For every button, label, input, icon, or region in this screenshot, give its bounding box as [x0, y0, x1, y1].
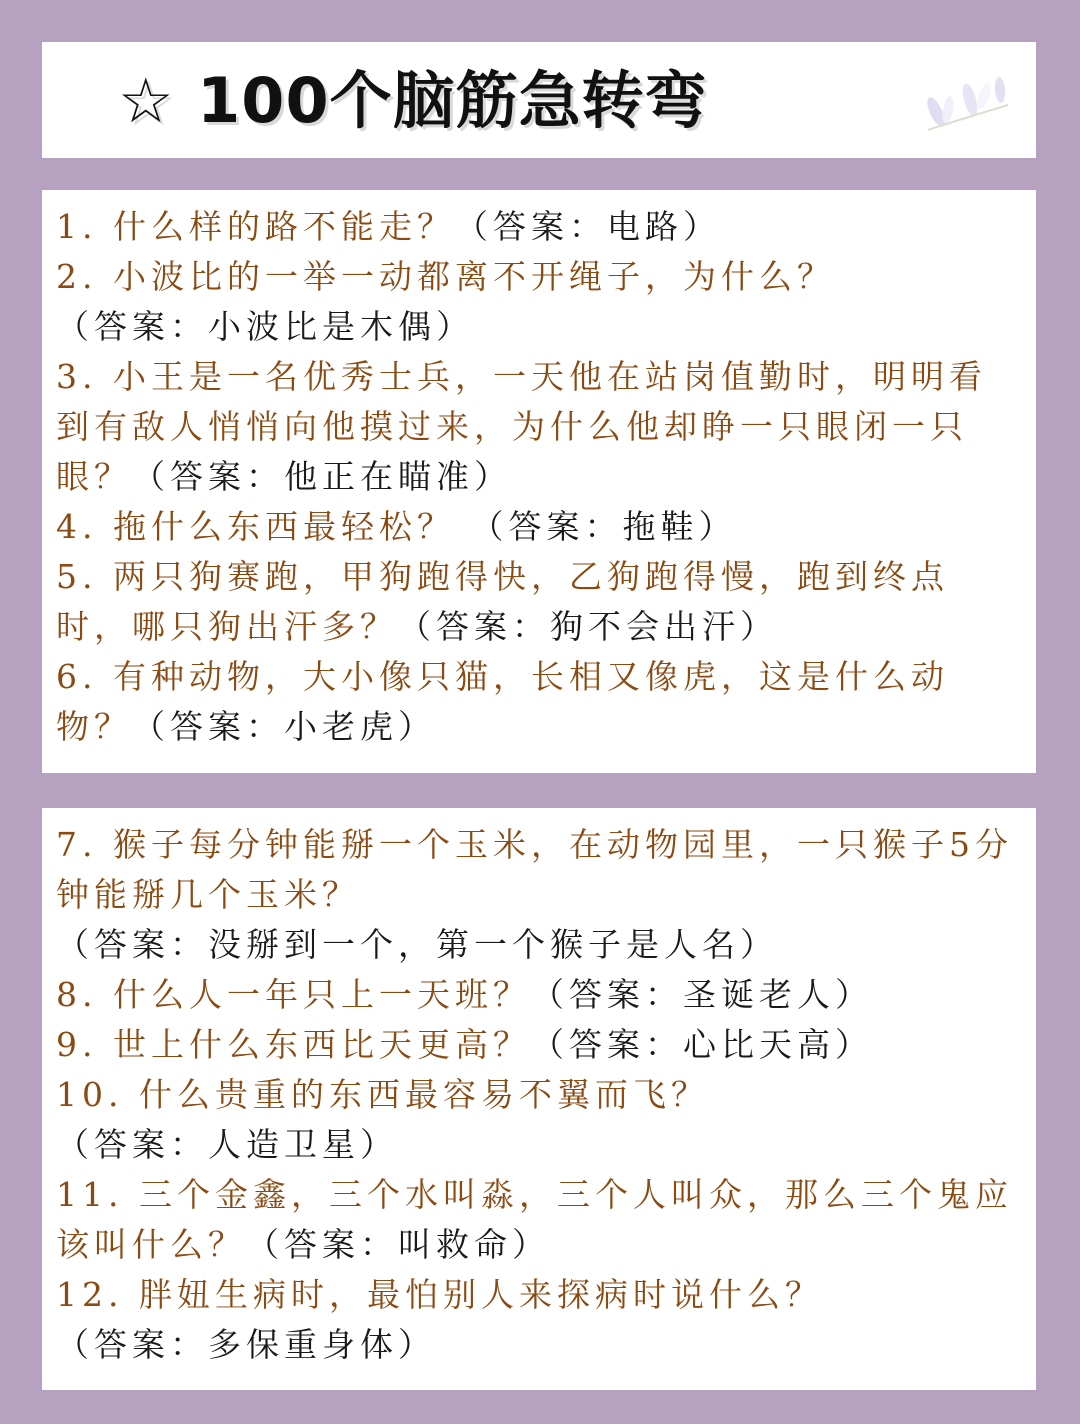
- answer-text: （答案：狗不会出汗）: [398, 607, 778, 646]
- qa-item: [56, 970, 1024, 1020]
- answer-text: （答案：小老虎）: [132, 707, 436, 746]
- flower-icon: [908, 50, 1018, 140]
- question-text: 3. 小王是一名优秀士兵，一天他在站岗值勤时，明明看到有敌人悄悄向他摸过来，为什么他却睁一只眼闭一只眼？: [56, 357, 987, 496]
- qa-item: [56, 352, 1024, 502]
- qa-item: [56, 1070, 1024, 1170]
- title-card: [42, 42, 1036, 158]
- qa-item: [56, 1020, 1024, 1070]
- question-list-1: [56, 202, 1024, 752]
- question-text: 10. 什么贵重的东西最容易不翼而飞？: [56, 1075, 709, 1114]
- question-text: 6. 有种动物，大小像只猫，长相又像虎，这是什么动物？: [56, 657, 949, 746]
- qa-item: [56, 252, 1024, 352]
- answer-text: （答案：圣诞老人）: [530, 975, 873, 1014]
- qa-item: [56, 1270, 1024, 1370]
- questions-card-2: [42, 808, 1036, 1390]
- answer-text: （答案：叫救命）: [246, 1225, 550, 1264]
- question-text: 12. 胖妞生病时，最怕别人来探病时说什么？: [56, 1275, 823, 1314]
- question-text: 1. 什么样的路不能走？: [56, 207, 455, 246]
- answer-text: （答案：多保重身体）: [56, 1325, 436, 1364]
- question-text: 7. 猴子每分钟能掰一个玉米，在动物园里，一只猴子5分钟能掰几个玉米？: [56, 825, 1013, 914]
- answer-text: （答案：人造卫星）: [56, 1125, 398, 1164]
- question-text: 5. 两只狗赛跑，甲狗跑得快，乙狗跑得慢，跑到终点时，哪只狗出汗多？: [56, 557, 949, 646]
- question-text: 4. 拖什么东西最轻松？: [56, 507, 471, 546]
- page-title: ☆ 100个脑筋急转弯: [118, 64, 708, 137]
- qa-item: [56, 820, 1024, 970]
- qa-item: [56, 502, 1024, 552]
- answer-text: （答案：没掰到一个，第一个猴子是人名）: [56, 925, 778, 964]
- questions-card-1: [42, 190, 1036, 773]
- qa-item: [56, 552, 1024, 652]
- answer-text: （答案：他正在瞄准）: [132, 457, 512, 496]
- question-text: 9. 世上什么东西比天更高？: [56, 1025, 531, 1064]
- qa-item: [56, 1170, 1024, 1270]
- answer-text: （答案：心比天高）: [530, 1025, 873, 1064]
- question-text: 8. 什么人一年只上一天班？: [56, 975, 531, 1014]
- question-list-2: [56, 820, 1024, 1370]
- answer-text: （答案：小波比是木偶）: [56, 307, 474, 346]
- qa-item: [56, 652, 1024, 752]
- answer-text: （答案：电路）: [454, 207, 721, 246]
- qa-item: [56, 202, 1024, 252]
- answer-text: （答案：拖鞋）: [470, 507, 737, 546]
- question-text: 11. 三个金鑫，三个水叫淼，三个人叫众，那么三个鬼应该叫什么？: [56, 1175, 1013, 1264]
- question-text: 2. 小波比的一举一动都离不开绳子，为什么？: [56, 257, 835, 296]
